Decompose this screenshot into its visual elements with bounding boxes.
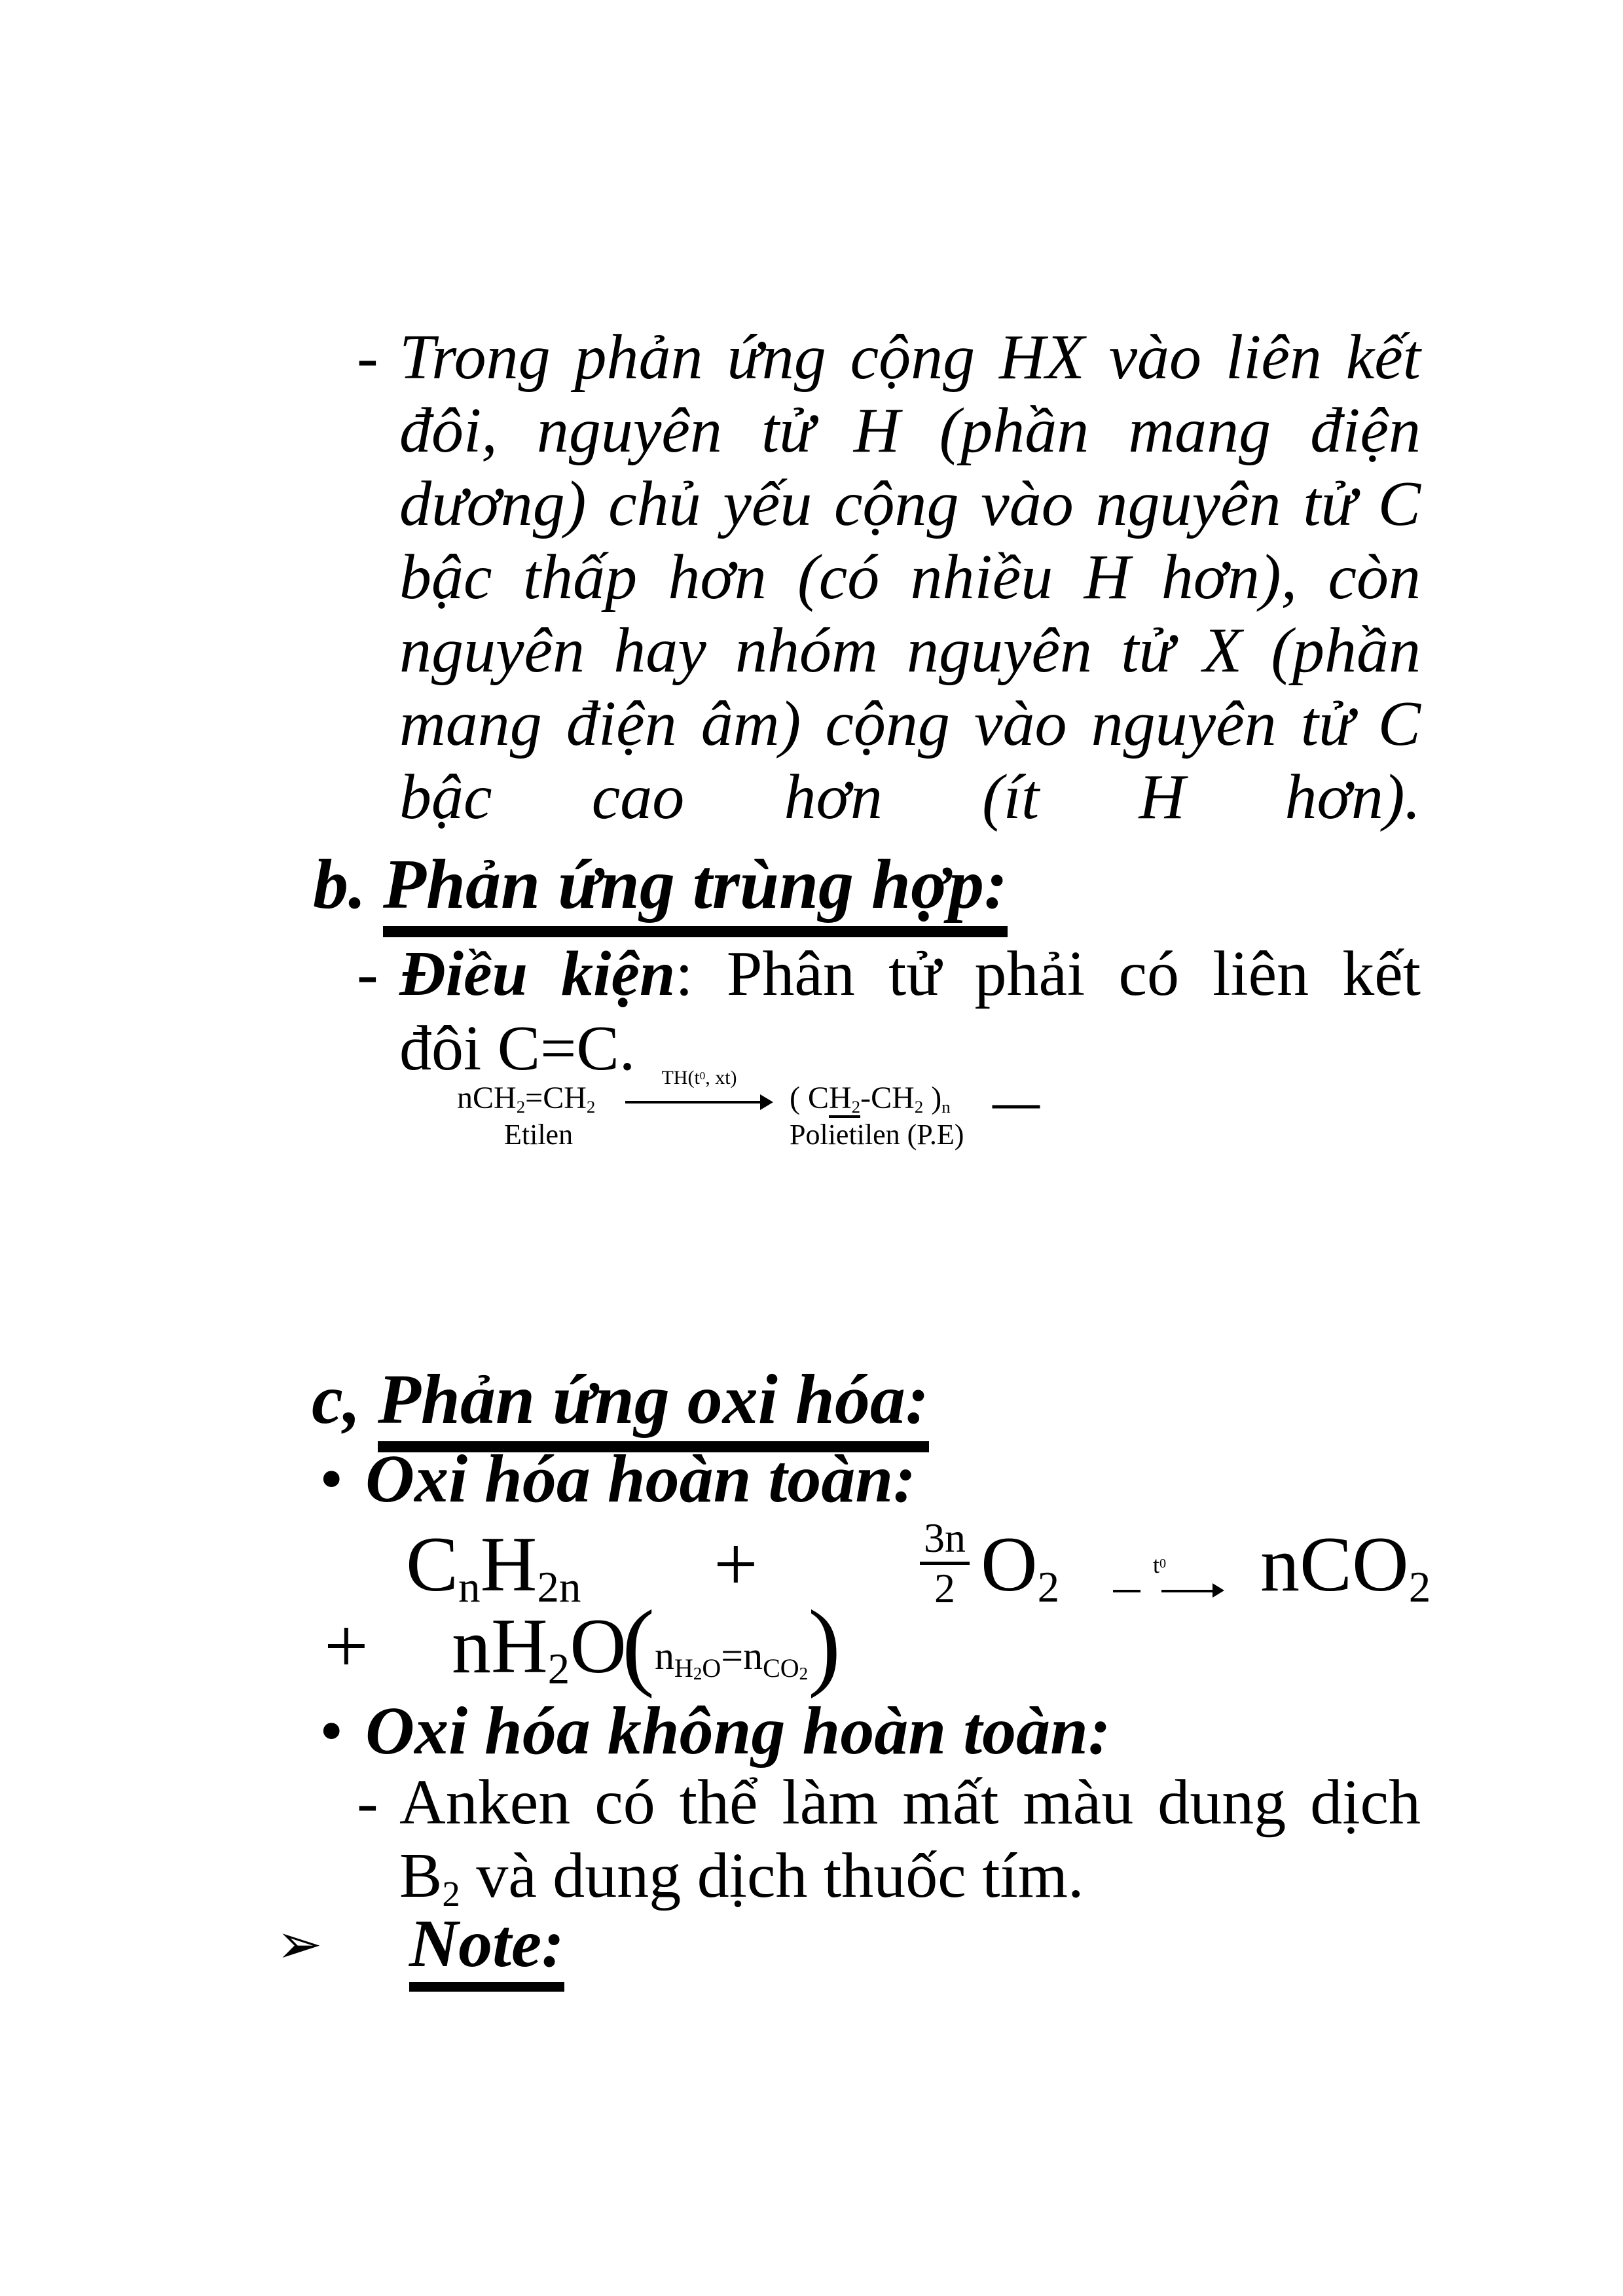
formula-text: O: [570, 1602, 627, 1689]
paragraph-line: bậc cao hơn (ít H hơn).: [399, 762, 1421, 833]
formula-text: nH: [452, 1602, 548, 1689]
subscript: 2: [516, 1096, 526, 1117]
condition-text: t: [1152, 1552, 1159, 1578]
subscript: 2: [914, 1096, 924, 1117]
subscript: O: [702, 1653, 721, 1683]
complete-oxidation-title: Oxi hóa hoàn toàn:: [365, 1441, 916, 1516]
formula-text: nCH: [457, 1081, 517, 1115]
incomplete-oxidation-title: Oxi hóa không hoàn toàn:: [365, 1693, 1111, 1768]
subscript: 2n: [537, 1562, 581, 1612]
dieu-kien-text: Phân tử phải có liên kết: [726, 939, 1421, 1009]
equals-sign: =: [721, 1634, 744, 1677]
paren-close: ): [808, 1590, 841, 1699]
paragraph-line: mang điện âm) cộng vào nguyên tử C: [399, 689, 1421, 759]
note-arrow-icon: ➢: [276, 1912, 323, 1976]
formula-text: C: [406, 1520, 459, 1607]
section-b-heading: [313, 846, 1008, 924]
plus-sign: +: [714, 1520, 758, 1607]
formula-text: B: [399, 1840, 443, 1911]
condition-text: , xt): [705, 1067, 737, 1088]
dieu-kien-colon: :: [675, 939, 693, 1009]
combustion-arrow: [1113, 1552, 1224, 1600]
note-label: Note:: [409, 1910, 564, 1992]
dieu-kien-term: Điều kiện: [399, 939, 676, 1009]
heading-title: Phản ứng trùng hợp:: [383, 846, 1008, 937]
paragraph-line: nguyên hay nhóm nguyên tử X (phần: [399, 615, 1421, 686]
formula-text: ( C: [790, 1081, 829, 1115]
arrow-head-icon: [760, 1094, 773, 1110]
oxygen-formula: [981, 1520, 1060, 1612]
formula-text: H: [829, 1081, 852, 1115]
reactant-formula: [457, 1081, 596, 1117]
paragraph-line: Trong phản ứng cộng HX vào liên kết: [399, 322, 1421, 393]
dieu-kien-line1: [399, 937, 1421, 1011]
arrow-line: [1113, 1590, 1215, 1592]
formula-text: -CH: [860, 1081, 915, 1115]
arrow-head-icon: [1213, 1583, 1224, 1598]
subscript: 2: [547, 1644, 570, 1694]
condition-text: TH(t: [661, 1067, 700, 1088]
heading-prefix: b.: [313, 846, 366, 924]
subscript: 2: [442, 1874, 460, 1914]
mole-note: [622, 1590, 841, 1699]
section-c-heading: [312, 1361, 929, 1439]
combustion-reactant: [406, 1520, 581, 1612]
subscript: H: [674, 1653, 693, 1683]
paragraph-dash: -: [357, 322, 378, 393]
paragraph-line: đôi, nguyên tử H (phần mang điện: [399, 395, 1421, 466]
subscript: 2: [1408, 1562, 1431, 1612]
reactant-label: Etilen: [504, 1119, 574, 1151]
paragraph-line: dương) chủ yếu cộng vào nguyên tử C: [399, 469, 1421, 539]
reaction-arrow: [625, 1067, 773, 1111]
fraction-numerator: 3n: [920, 1517, 970, 1565]
mole-equality: [654, 1634, 809, 1683]
reaction-condition: [625, 1068, 773, 1088]
subscript: 2: [851, 1096, 861, 1117]
heading-prefix: c,: [312, 1361, 361, 1439]
sub-subscript: 2: [799, 1663, 809, 1683]
mole-n-co2: n: [743, 1634, 763, 1677]
body-text: và dung dịch thuốc tím.: [460, 1840, 1084, 1911]
subscript: n: [458, 1562, 481, 1612]
subscript: n: [941, 1096, 951, 1117]
formula-text: O: [981, 1520, 1038, 1607]
formula-text: ): [923, 1081, 942, 1115]
formula-text: =CH: [525, 1081, 587, 1115]
product-dash: —: [993, 1076, 1040, 1128]
water-formula: [452, 1602, 627, 1694]
paren-open: (: [622, 1590, 655, 1699]
arrow-temperature-label: [1104, 1553, 1215, 1577]
mole-n-h2o: n: [654, 1634, 674, 1677]
anken-line1: Anken có thể làm mất màu dung dịch: [399, 1767, 1421, 1838]
subscript: 2: [1037, 1562, 1060, 1612]
subscript: CO: [763, 1653, 799, 1683]
arrow-line: [625, 1101, 764, 1103]
superscript: 0: [1159, 1556, 1167, 1571]
hx-paragraph: [399, 321, 1421, 834]
complete-oxidation-bullet: •: [319, 1441, 344, 1516]
incomplete-oxidation-bullet: •: [319, 1693, 344, 1768]
heading-title: Phản ứng oxi hóa:: [378, 1361, 929, 1452]
combustion-plus-2: +: [324, 1602, 369, 1689]
item-dash: -: [357, 1767, 378, 1838]
underlined-group: [829, 1081, 860, 1118]
paragraph-line: bậc thấp hơn (có nhiều H hơn), còn: [399, 542, 1421, 613]
formula-text: H: [480, 1520, 538, 1607]
dieu-kien-line2: đôi C=C.: [399, 1013, 636, 1084]
combustion-product-co2: [1260, 1520, 1431, 1612]
product-label: Polietilen (P.E): [790, 1119, 964, 1151]
fraction-denominator: 2: [934, 1565, 955, 1611]
formula-text: nCO: [1260, 1520, 1409, 1607]
subscript: 2: [586, 1096, 596, 1117]
sub-subscript: 2: [693, 1663, 702, 1683]
oxygen-fraction: [920, 1517, 970, 1609]
item-dash: -: [357, 939, 378, 1009]
superscript: 0: [699, 1069, 706, 1082]
product-formula: [790, 1081, 951, 1117]
